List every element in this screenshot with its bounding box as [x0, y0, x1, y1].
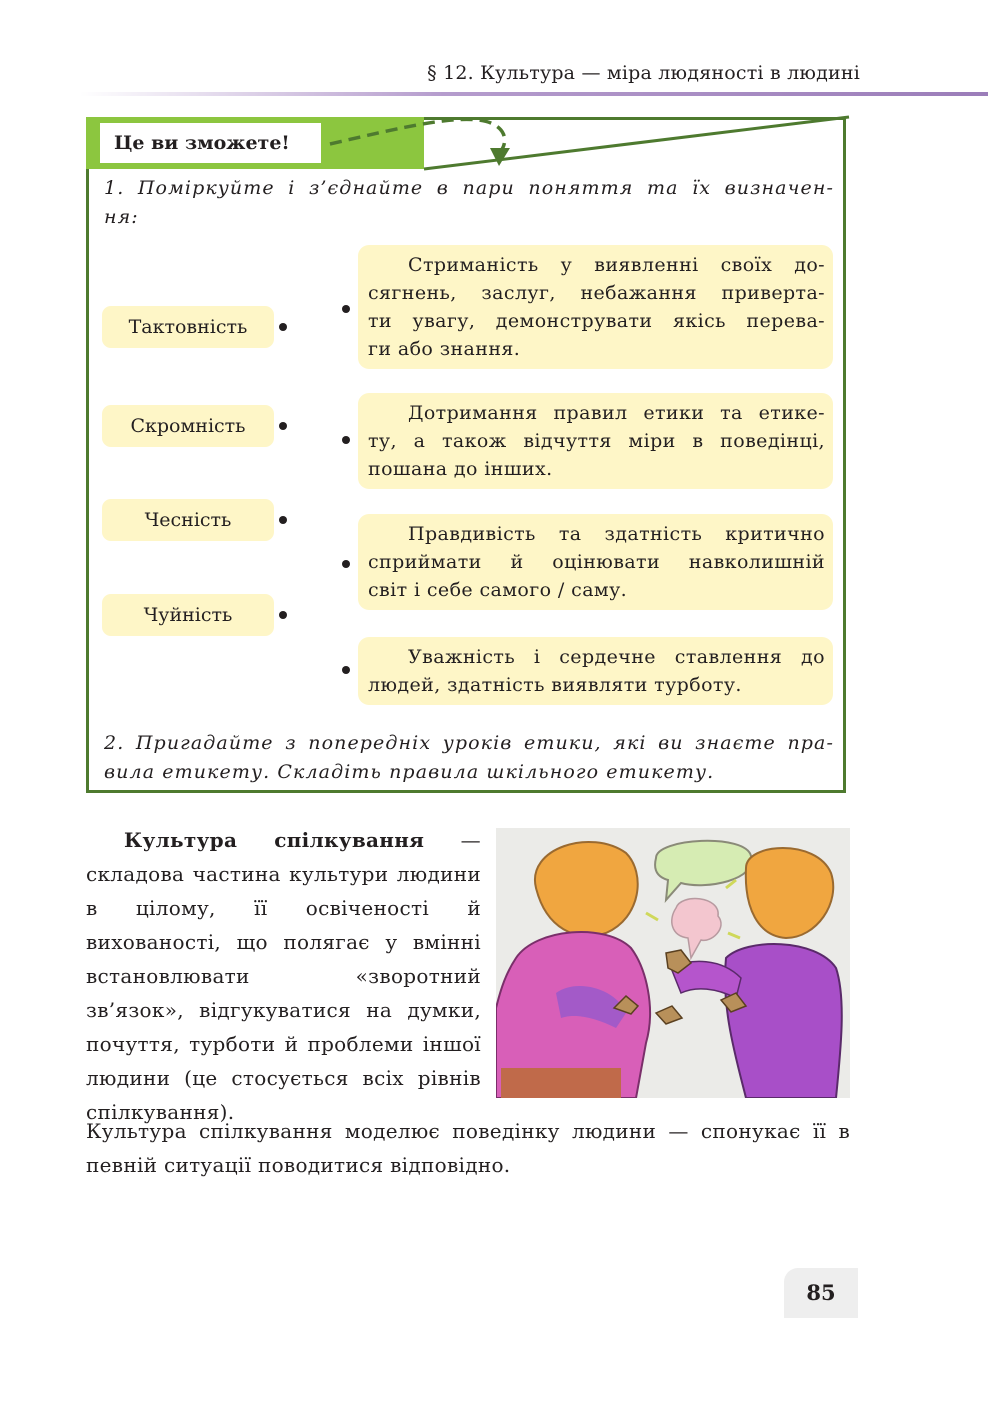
task-1-line-1: 1. Поміркуйте і з’єднайте в пари поняття та їх визначен-	[104, 177, 834, 199]
task-1-text	[104, 174, 834, 232]
task-2-line-2: вила етикету. Складіть правила шкільного етикету.	[104, 761, 715, 783]
term-card: Скромність	[102, 405, 274, 447]
definition-line: людей, здатність виявляти турботу.	[368, 674, 742, 696]
definition-line: пошана до інших.	[368, 458, 553, 480]
definition-connector-dot[interactable]	[342, 305, 350, 313]
definition-line: ги або знання.	[368, 338, 521, 360]
definition-line: Правдивість та здатність критично	[408, 523, 825, 545]
term-connector-dot[interactable]	[279, 611, 287, 619]
definition-line: світ і себе самого / саму.	[368, 579, 628, 601]
paragraph-text: — складова частина культури людини в цілому, її освіченості й вихованості, що полягає у вмінні встановлювати «зворотний зв’язок», відгукуватися на думки, почуття, турботи й проблеми іншої людини (це стосується всіх рівнів спілкування).	[86, 828, 481, 1124]
term-connector-dot[interactable]	[279, 516, 287, 524]
task-2-line-1: 2. Пригадайте з попередніх уроків етики, які ви знаєте пра-	[104, 732, 834, 754]
definition-line: ту, а також відчуття міри в поведінці,	[368, 430, 825, 452]
term-connector-dot[interactable]	[279, 323, 287, 331]
term-card: Тактовність	[102, 306, 274, 348]
definition-card	[358, 245, 833, 369]
definition-line: сягнень, заслуг, небажання приверта-	[368, 282, 825, 304]
definition-line: Уважність і сердечне ставлення до	[408, 646, 825, 668]
term-card: Чуйність	[102, 594, 274, 636]
definition-card	[358, 637, 833, 705]
term-card: Чесність	[102, 499, 274, 541]
paragraph-continuation: Культура спілкування моделює поведінку людини — спонукає її в певній ситуації поводитися відповідно.	[86, 1119, 850, 1177]
definition-card	[358, 514, 833, 610]
definition-connector-dot[interactable]	[342, 666, 350, 674]
definition-card	[358, 393, 833, 489]
term-connector-dot[interactable]	[279, 422, 287, 430]
term-bold: Культура спілкування	[124, 828, 425, 852]
definition-line: ти увагу, демонструвати якісь перева-	[368, 310, 825, 332]
definition-connector-dot[interactable]	[342, 560, 350, 568]
task-2-text	[104, 729, 834, 787]
exercise-tab-label: Це ви зможете!	[100, 123, 321, 163]
definition-line: Дотримання правил етики та етике-	[408, 402, 825, 424]
running-header: § 12. Культура — міра людяності в людині	[427, 62, 860, 84]
paragraph-communication-culture	[86, 823, 481, 1129]
two-people-talking-drawing-icon	[496, 828, 850, 1098]
definition-line: Стриманість у виявленні своїх до-	[408, 254, 825, 276]
page-number: 85	[806, 1280, 836, 1305]
definition-line: сприймати й оцінювати навколишній	[368, 551, 825, 573]
task-1-line-2: ня:	[104, 206, 139, 228]
definition-connector-dot[interactable]	[342, 436, 350, 444]
